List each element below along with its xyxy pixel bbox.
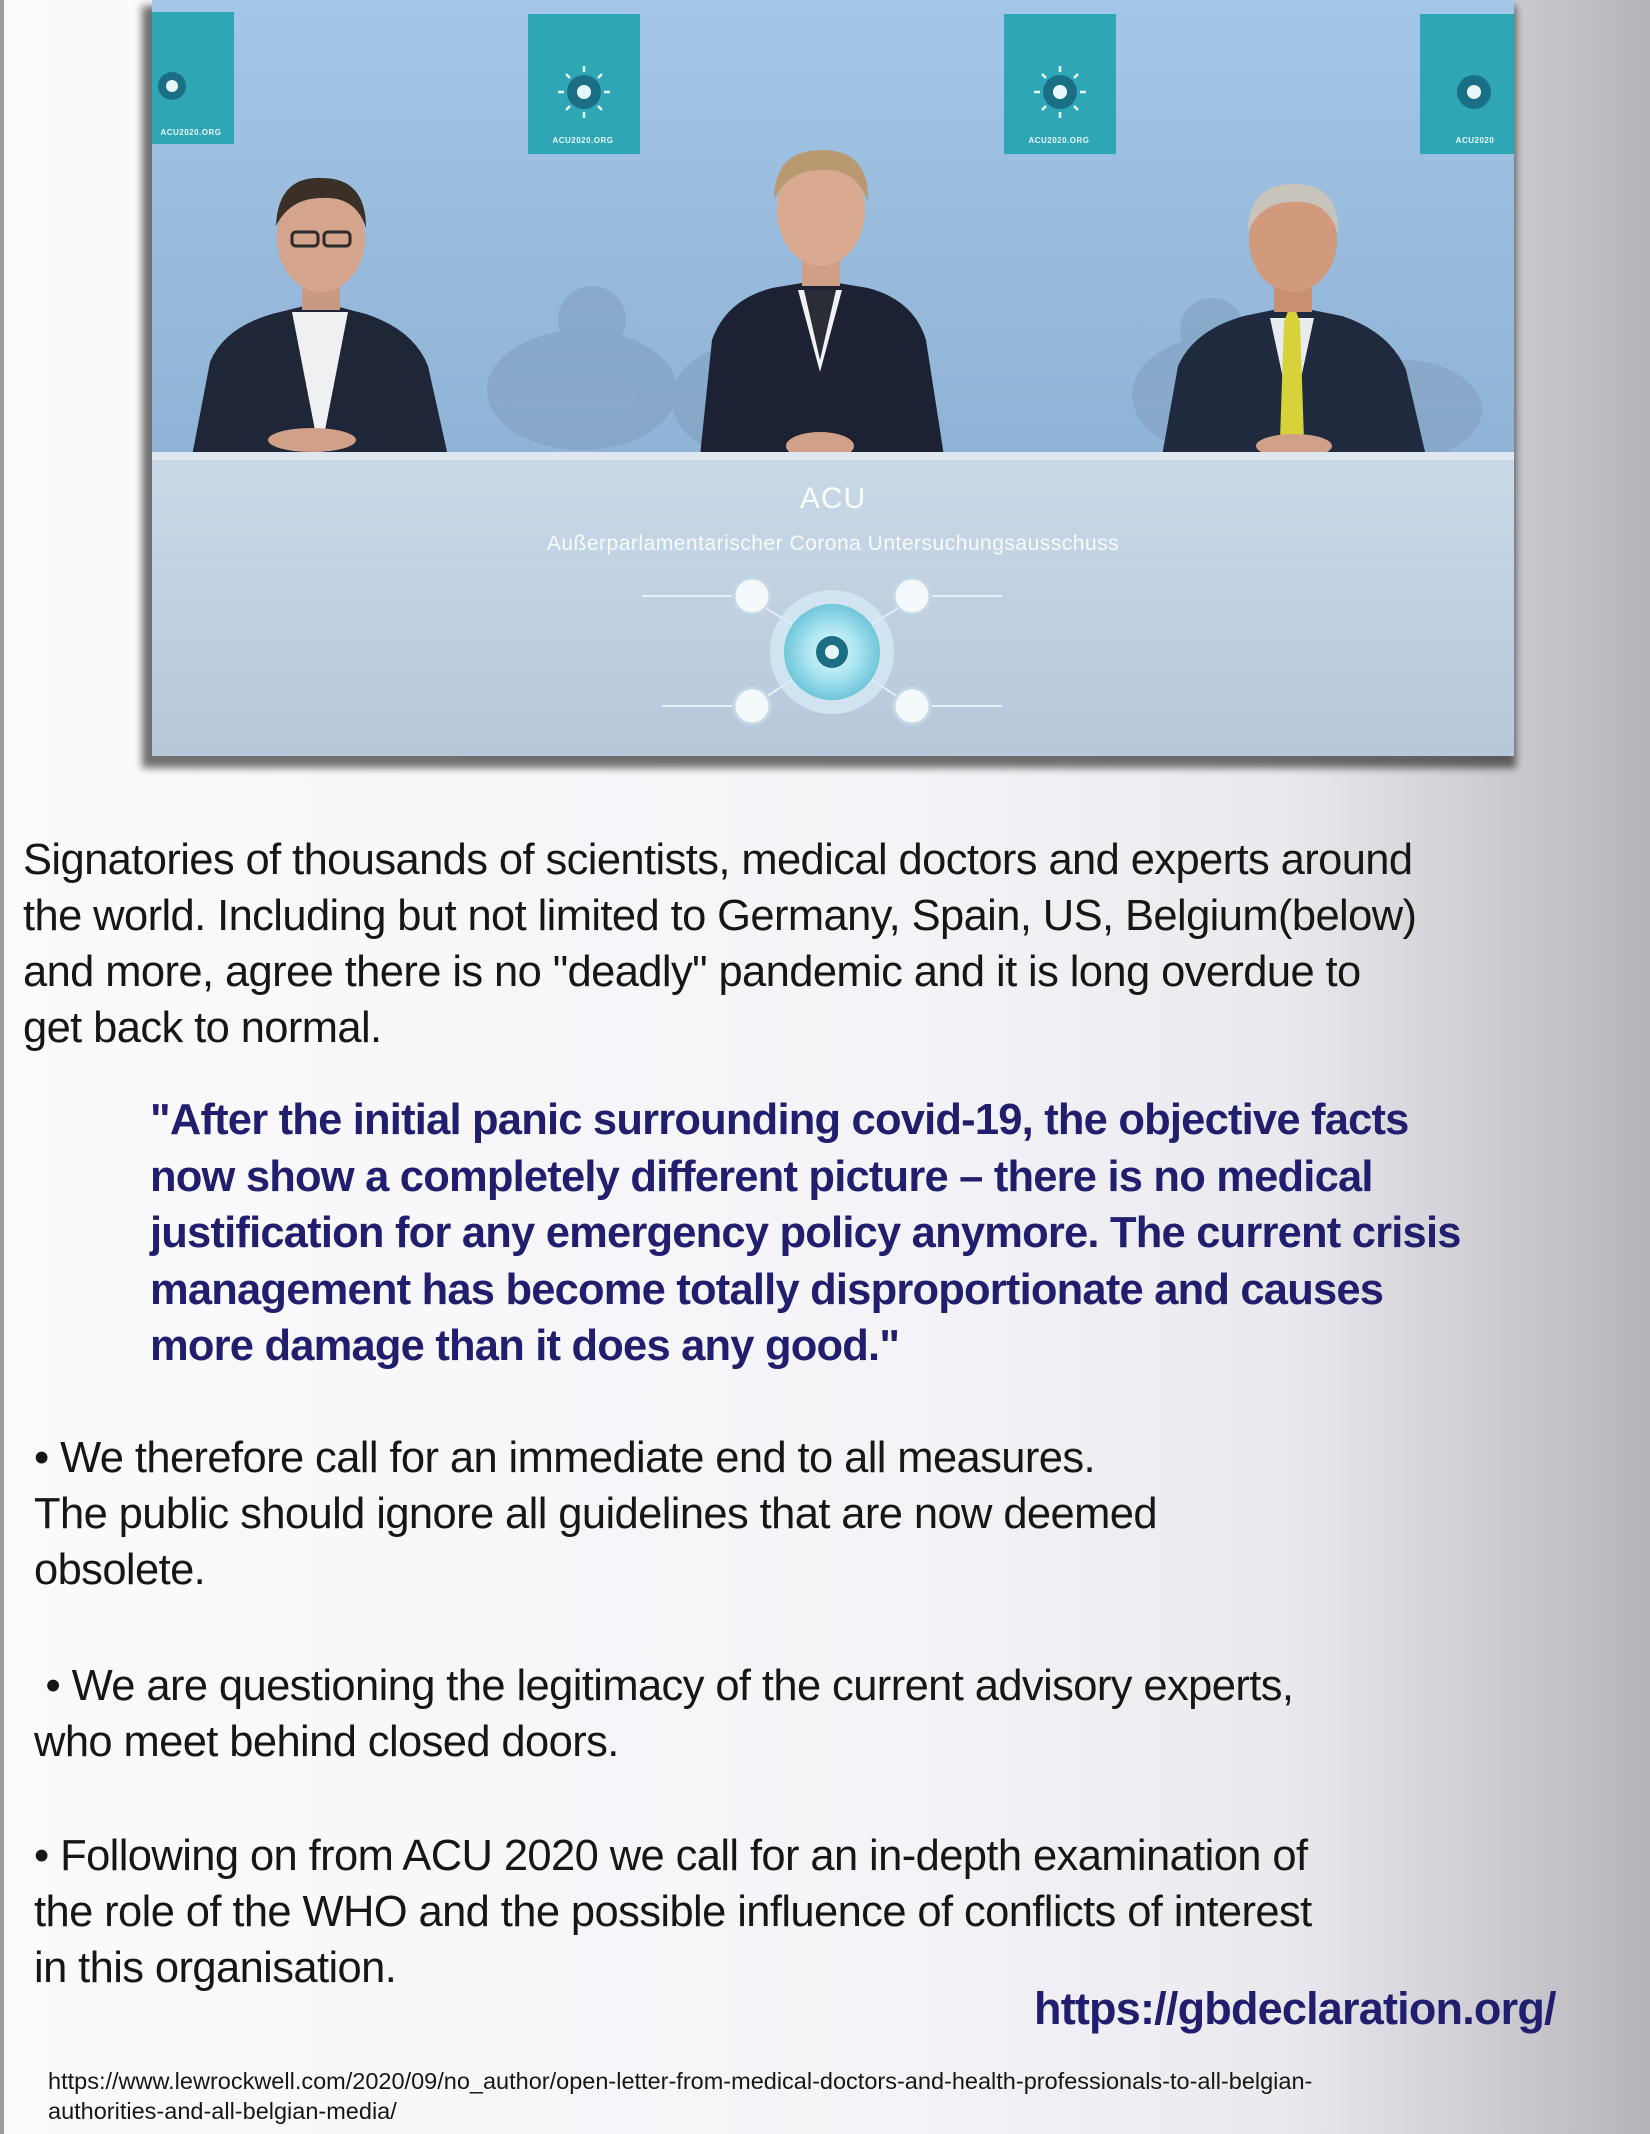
bullet-point: [34, 1430, 1594, 1598]
press-conference-scene: [152, 0, 1514, 756]
intro-line: Signatories of thousands of scientists, medical doctors and experts around: [23, 836, 1413, 884]
page-left-edge: [0, 0, 4, 2134]
acu-banner: [528, 14, 640, 154]
bullet-line: obsolete.: [34, 1546, 206, 1594]
quote-line: more damage than it does any good.": [150, 1322, 900, 1370]
acu-banner: [1420, 14, 1514, 154]
quote-block: [150, 1092, 1630, 1375]
gbdeclaration-link[interactable]: https://gbdeclaration.org/: [1034, 1983, 1556, 2034]
quote-line: "After the initial panic surrounding covid-19, the objective facts: [150, 1096, 1409, 1144]
press-conference-photo: [152, 0, 1514, 756]
quote-line: justification for any emergency policy anymore. The current crisis: [150, 1209, 1461, 1257]
banner-caption: ACU2020.ORG: [552, 136, 614, 145]
bullet-line: The public should ignore all guidelines that are now deemed: [34, 1490, 1157, 1538]
banner-caption: ACU2020.ORG: [160, 128, 222, 137]
footnote-line: authorities-and-all-belgian-media/: [48, 2098, 397, 2124]
intro-line: the world. Including but not limited to Germany, Spain, US, Belgium(below): [23, 892, 1417, 940]
bullet-line: the role of the WHO and the possible influence of conflicts of interest: [34, 1888, 1312, 1936]
acu-subtitle: Außerparlamentarischer Corona Untersuchungsausschuss: [546, 532, 1120, 555]
banner-caption: ACU2020.ORG: [1028, 136, 1090, 145]
quote-line: management has become totally disproportionate and causes: [150, 1265, 1384, 1314]
acu-banner: [1004, 14, 1116, 154]
intro-line: get back to normal.: [23, 1004, 382, 1052]
bullet-line: • We are questioning the legitimacy of the current advisory experts,: [34, 1662, 1294, 1710]
banner-caption: ACU2020: [1455, 136, 1495, 145]
acu-title: ACU: [799, 482, 867, 515]
acu-banner: [152, 12, 234, 144]
intro-paragraph: [23, 832, 1643, 1056]
bullet-point: [34, 1828, 1594, 1996]
intro-line: and more, agree there is no "deadly" pandemic and it is long overdue to: [23, 948, 1361, 996]
bullet-line: in this organisation.: [34, 1944, 397, 1992]
quote-line: now show a completely different picture – there is no medical: [150, 1152, 1373, 1201]
bullet-line: who meet behind closed doors.: [34, 1718, 619, 1766]
bullet-line: • Following on from ACU 2020 we call for an in-depth examination of: [34, 1832, 1308, 1880]
bullet-line: • We therefore call for an immediate end to all measures.: [34, 1434, 1095, 1482]
bullet-point: [34, 1658, 1594, 1770]
source-footnote-link[interactable]: [48, 2066, 1608, 2126]
footnote-line: https://www.lewrockwell.com/2020/09/no_author/open-letter-from-medical-doctors-and-health-professionals-to-all-belgian-: [48, 2068, 1313, 2094]
